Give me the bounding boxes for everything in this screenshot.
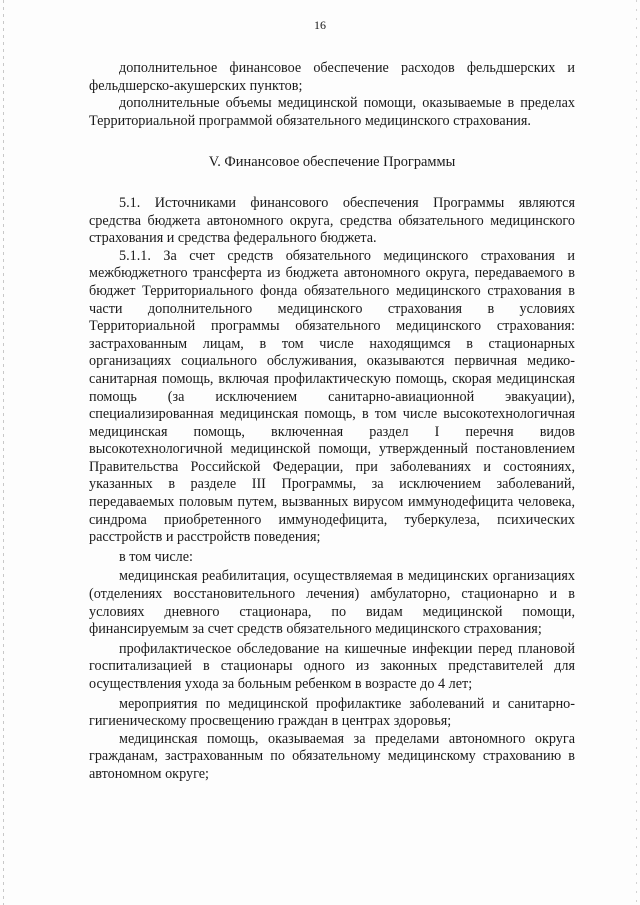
paragraph-feldsher-funding: дополнительное финансовое обеспечение расходов фельдшерских и фельдшерско-акушерских пунктов; [89,60,575,94]
paragraph-rehabilitation: медицинская реабилитация, осуществляемая в медицинских организациях (отделениях восстановительного лечения) амбулаторно, стационарно и в условиях дневного стационара, по видам медицинской помощи, финансируемым за счет средств обязательного медицинского страхования; [89,568,575,638]
paragraph-5-1: 5.1. Источниками финансового обеспечения Программы являются средства бюджета автономного округа, средства обязательного медицинского страхования и средства федерального бюджета. [89,194,575,247]
paragraph-additional-volumes: дополнительные объемы медицинской помощи, оказываемые в пределах Территориальной программой обязательного медицинского страхования. [89,95,575,129]
scan-edge-right [636,0,637,905]
paragraph-5-1-1: 5.1.1. За счет средств обязательного медицинского страхования и межбюджетного трансферта из бюджета автономного округа, передаваемого в бюджет Территориального фонда обязательного медицинского страхования в части дополнительного медицинского страхования в условиях Территориальной программы обязательного медицинского страхования: застрахованным лицам, в том числе находящимся в стационарных организациях социального обслуживания, оказываются первичная медико-санитарная помощь, включая профилактическую помощь, скорая медицинская помощь (за исключением санитарно-авиационной эвакуации), специализированная медицинская помощь, в том числе высокотехнологичная медицинская помощь, включенная раздел I перечня видов высокотехнологичной медицинской помощи, утвержденный постановлением Правительства Российской Федерации, при заболеваниях и состояниях, указанных в разделе III Программы, за исключением заболеваний, передаваемых половым путем, вызванных вирусом иммунодефицита человека, синдрома приобретенного иммунодефицита, туберкулеза, психических расстройств и расстройств поведения; [89,247,575,546]
page-number: 16 [314,18,326,32]
section-heading: V. Финансовое обеспечение Программы [208,154,456,171]
paragraph-intestinal-screening: профилактическое обследование на кишечные инфекции перед плановой госпитализацией в стационары одного из законных представителей для осуществления ухода за больным ребенком в возрасте до 4 лет; [89,640,575,692]
paragraph-health-centers: мероприятия по медицинской профилактике заболеваний и санитарно-гигиеническому просвещению граждан в центрах здоровья; [89,695,575,730]
paragraph-out-of-region-care: медицинская помощь, оказываемая за пределами автономного округа гражданам, застрахованным по обязательному медицинскому страхованию в автономном округе; [89,730,575,782]
scan-edge-left [3,0,4,905]
paragraph-including: в том числе: [119,548,193,565]
document-body [89,60,575,784]
